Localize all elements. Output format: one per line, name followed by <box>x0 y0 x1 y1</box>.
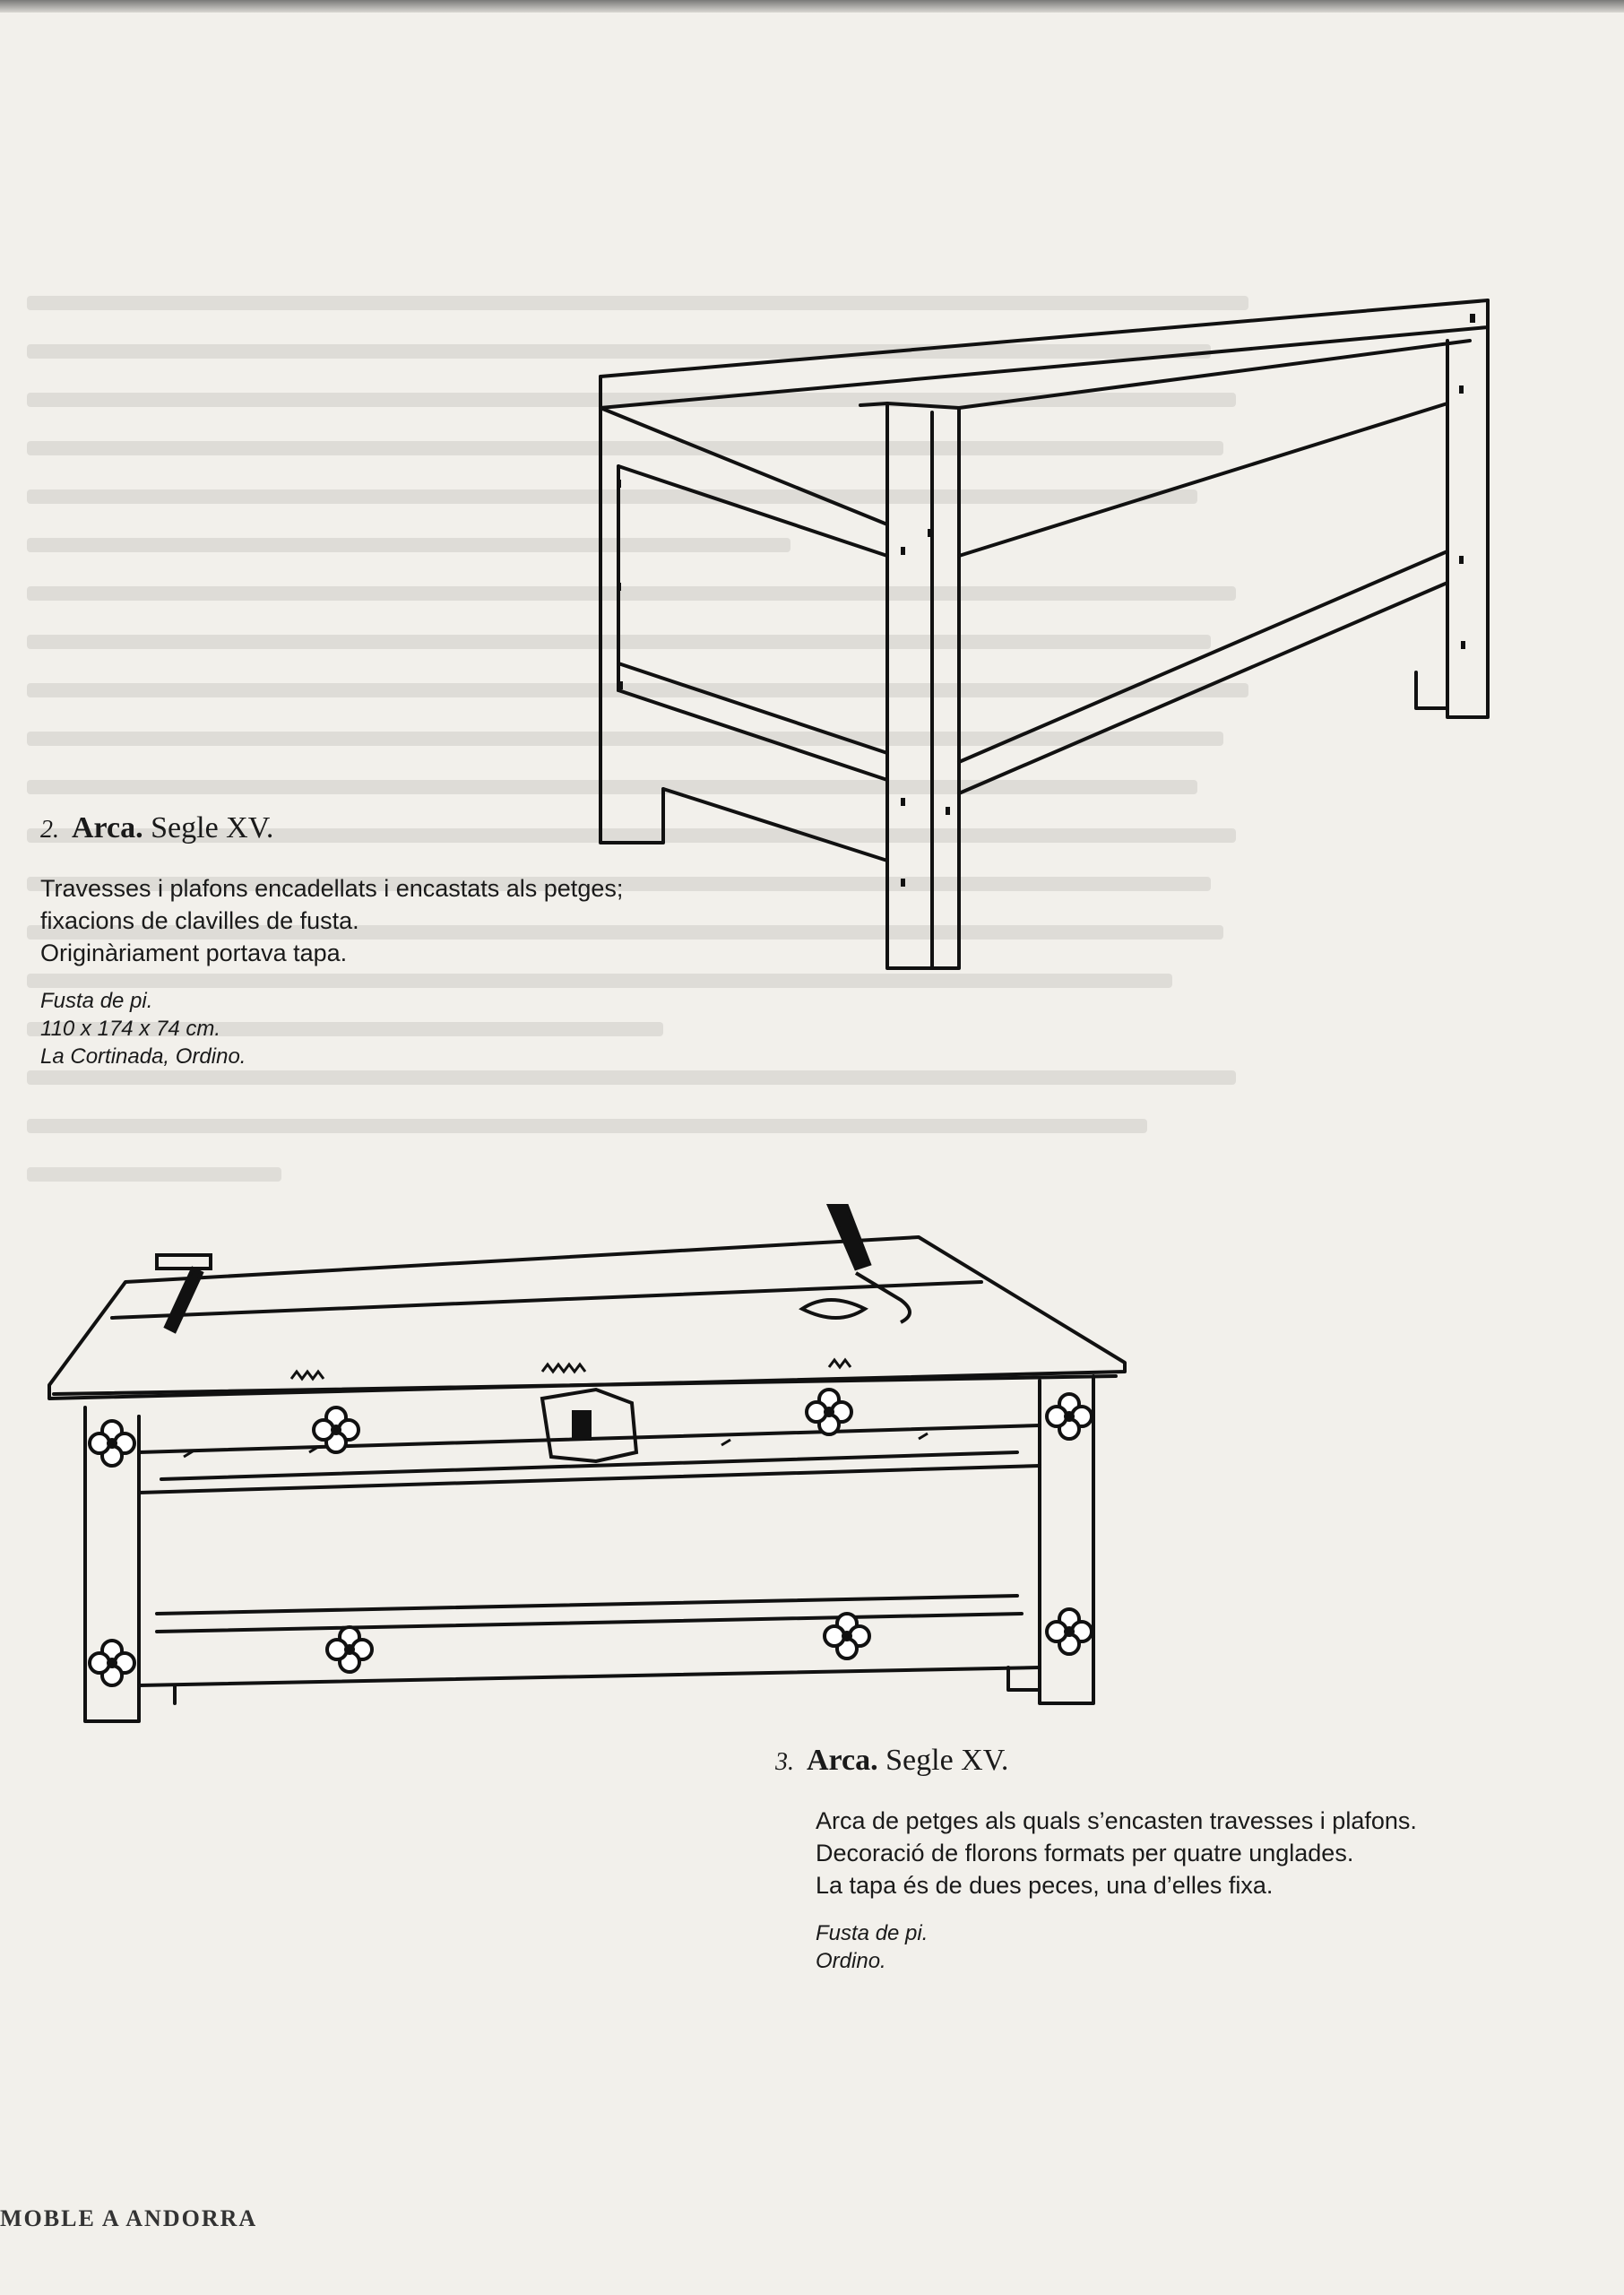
figure-2-material: Fusta de pi. <box>40 989 153 1013</box>
figure-3-description-line: Arca de petges als quals s’encasten travesses i plafons. <box>816 1807 1417 1834</box>
figure-2-title <box>40 811 739 845</box>
figure-2-name: Arca. <box>72 811 143 844</box>
page-top-edge <box>0 0 1624 13</box>
figure-3-description-line: La tapa és de dues peces, una d’elles fixa. <box>816 1872 1274 1899</box>
figure-2-description-line: fixacions de clavilles de fusta. <box>40 907 359 934</box>
figure-3-location: Ordino. <box>816 1949 886 1973</box>
figure-2-caption <box>40 811 739 1070</box>
figure-2-location: La Cortinada, Ordino. <box>40 1044 246 1069</box>
figure-3-material: Fusta de pi. <box>816 1921 929 1945</box>
figure-2-number: 2. <box>40 816 59 844</box>
lock-plate <box>542 1390 636 1461</box>
running-footer: MOBLE A ANDORRA <box>0 2205 258 2231</box>
figure-3-period: Segle XV. <box>885 1744 1009 1777</box>
figure-2-dimensions: 110 x 174 x 74 cm. <box>40 1017 220 1041</box>
figure-3-caption <box>775 1744 1582 1975</box>
figure-3-title <box>775 1744 1582 1778</box>
figure-2-description <box>40 872 739 969</box>
figure-3-description-line: Decoració de florons formats per quatre unglades. <box>816 1840 1354 1866</box>
figure-3-chest-drawing <box>40 1183 1152 1730</box>
figure-2-period: Segle XV. <box>151 811 274 844</box>
figure-3-meta <box>816 1919 1582 1975</box>
peg-marks <box>617 314 1475 887</box>
figure-2-description-line: Originàriament portava tapa. <box>40 940 348 966</box>
figure-2-meta <box>40 987 739 1070</box>
figure-2-description-line: Travesses i plafons encadellats i encastats als petges; <box>40 875 624 902</box>
figure-3-number: 3. <box>775 1748 794 1776</box>
figure-3-description <box>816 1805 1582 1901</box>
figure-3-name: Arca. <box>807 1744 878 1777</box>
